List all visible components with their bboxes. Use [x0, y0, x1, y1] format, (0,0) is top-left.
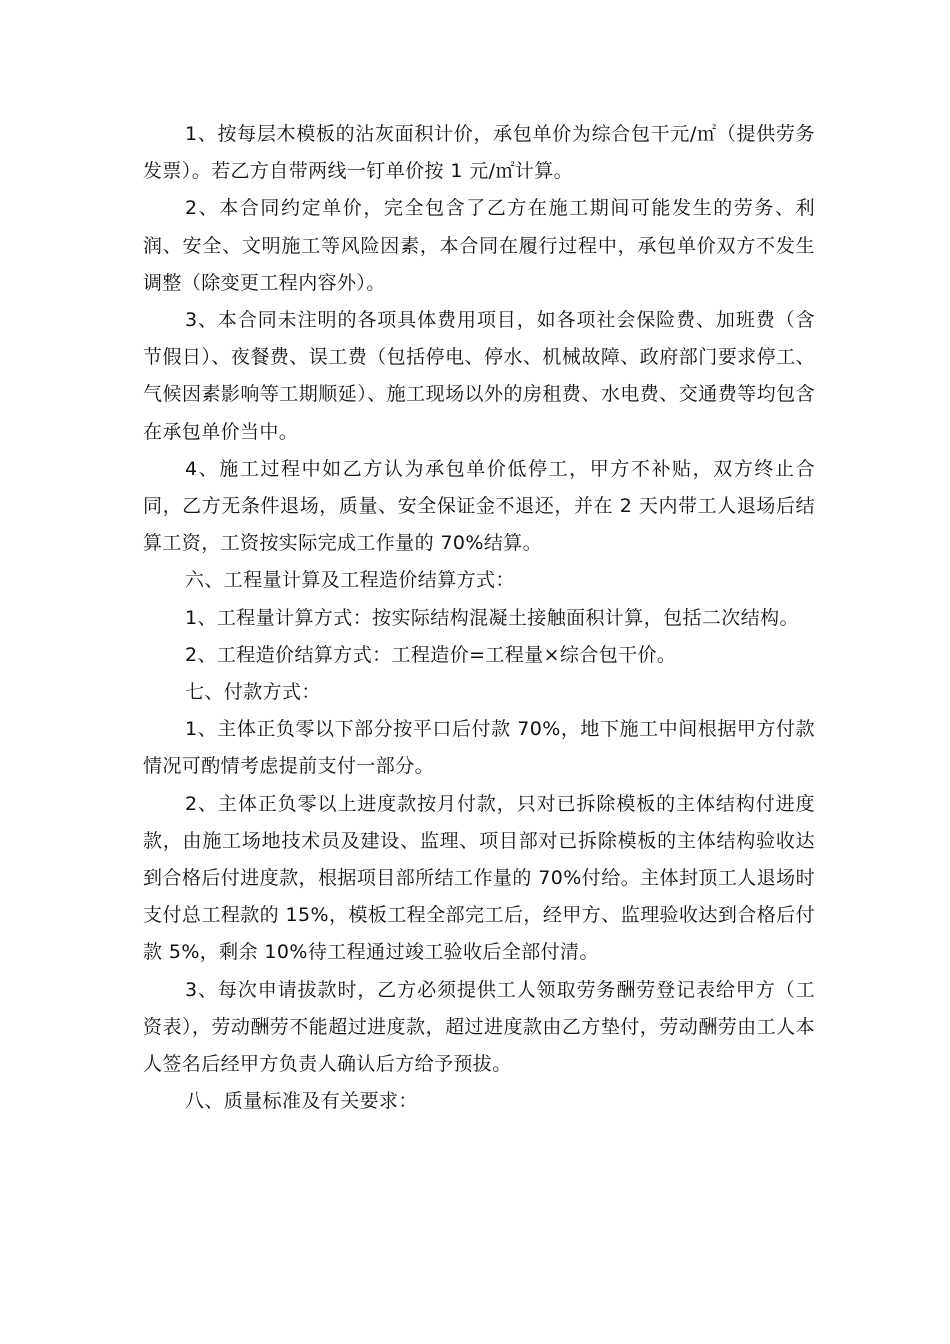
clause-quantity-calculation: 1、工程量计算方式：按实际结构混凝土接触面积计算，包括二次结构。 [185, 606, 799, 629]
clause-payment-below-zero: 1、主体正负零以下部分按平口后付款 70%，地下施工中间根据甲方付款情况可酌情考虑提前支付一部分。 [143, 718, 815, 778]
clause-payment-above-zero: 2、主体正负零以上进度款按月付款，只对已拆除模板的主体结构付进度款，由施工场地技术员及建设、监理、项目部对已拆除模板的主体结构验收达到合格后付进度款，根据项目部所结工作量的 70%付给。主体封顶工人退场时支付总工程款的 15%，模板工程全部完工后，经甲方、监理验收达到合格后付款 5%，剩余 10%待工程通过竣工验收后全部付清。 [143, 792, 815, 964]
clause-unit-price: 1、按每层木模板的沾灰面积计价，承包单价为综合包干元/㎡（提供劳务发票）。若乙方自带两线一钉单价按 1 元/㎡计算。 [143, 123, 815, 183]
clause-payment-application: 3、每次申请拔款时，乙方必须提供工人领取劳务酬劳登记表给甲方（工资表），劳动酬劳不能超过进度款，超过进度款由乙方垫付，劳动酬劳由工人本人签名后经甲方负责人确认后方给予预拔。 [143, 978, 815, 1076]
section-heading-quality: 八、质量标准及有关要求： [185, 1090, 418, 1113]
clause-cost-settlement: 2、工程造价结算方式：工程造价=工程量×综合包干价。 [185, 643, 677, 666]
section-heading-payment: 七、付款方式： [185, 681, 321, 704]
clause-unlisted-costs: 3、本合同未注明的各项具体费用项目，如各项社会保险费、加班费（含节假日）、夜餐费、误工费（包括停电、停水、机械故障、政府部门要求停工、气候因素影响等工期顺延）、施工现场以外的房租费、水电费、交通费等均包含在承包单价当中。 [143, 309, 815, 443]
document-body [143, 116, 815, 1120]
section-heading-quantity-settlement: 六、工程量计算及工程造价结算方式： [185, 569, 515, 592]
clause-price-inclusive: 2、本合同约定单价，完全包含了乙方在施工期间可能发生的劳务、利润、安全、文明施工等风险因素，本合同在履行过程中，承包单价双方不发生调整（除变更工程内容外）。 [143, 197, 815, 294]
clause-work-stoppage: 4、施工过程中如乙方认为承包单价低停工，甲方不补贴，双方终止合同，乙方无条件退场，质量、安全保证金不退还，并在 2 天内带工人退场后结算工资，工资按实际完成工作量的 70%结算。 [143, 457, 815, 555]
